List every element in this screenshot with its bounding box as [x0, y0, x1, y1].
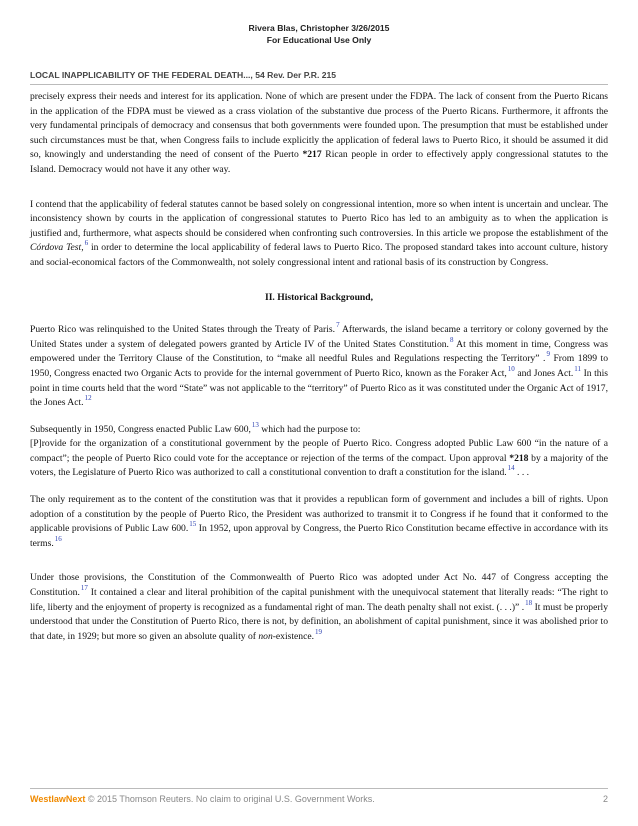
footnote-link[interactable]: 18 — [525, 598, 533, 607]
page-marker: *218 — [509, 452, 529, 464]
footnote-link[interactable]: 13 — [251, 420, 259, 429]
paragraph: Subsequently in 1950, Congress enacted Public Law 600,13 which had the purpose to: [P]rovide for the organization of a constitutional government by the people of Puerto Rico. Congress adopted Public Law 600 “in the nature of a compact”; the people of Puerto Rico could vote for the acceptance or rejection of the terms of the compact. Upon approval *218 by a majority of the voters, the Legislature of Puerto Rico was authorized to call a constitutional convention to draft a constitution for the island.$^{14}$ . . . — [30, 420, 608, 479]
footnote-link[interactable]: 14 — [507, 464, 515, 473]
header-divider — [30, 84, 608, 85]
paragraph: I contend that the applicability of federal statutes cannot be based solely on congressional intention, more so when intent is uncertain and unclear. The inconsistency shown by courts in the application of congressional statutes to Puerto Rico has led to an ambiguity as to when the application is justified and, furthermore, what aspects should be considered when confronting such controversies. In this article we propose the establishment of the Córdova Test,$^6$ in order to determine the local applicability of federal laws to Puerto Rico. The proposed standard takes into account culture, history and social-economical factors of the Commonwealth, not solely congressional intent and rational basis of its construction by Congress. — [30, 198, 608, 268]
footnote-link[interactable]: 9 — [546, 350, 550, 359]
page-number: 2 — [602, 794, 608, 804]
section-heading: II. Historical Background, — [264, 291, 374, 303]
paragraph: precisely express their needs and interest for its application. None of which are present under the FDPA. The lack of consent from the Puerto Ricans in the application of the FDPA must be viewed as a crass violation of the substantive due process of the Puerto Ricans. Furthermore, it affronts the very fundamental principals of democracy and consensus that both governments were founded upon. The presumption that must be established under such circumstances must be that, when Congress fails to include explicitly the application of federal laws to Puerto Rico, it should be assumed it did so, knowingly and understanding the need of consent of the Puerto *217 Rican people in order to effectively apply congressional statutes to the Island. Democracy would not have it any other way. — [30, 91, 608, 175]
page-footer — [30, 794, 608, 804]
header-user-date: Rivera Blas, Christopher 3/26/2015 — [248, 23, 390, 33]
page-marker: *217 — [302, 149, 322, 161]
running-header — [0, 22, 638, 46]
copyright-notice: © 2015 Thomson Reuters. No claim to original U.S. Government Works. — [85, 794, 375, 804]
footnote-link[interactable]: 10 — [507, 364, 515, 373]
footnote-link[interactable]: 11 — [574, 364, 582, 373]
paragraph: Under those provisions, the Constitution of the Commonwealth of Puerto Rico was adopted under Act No. 447 of Congress accepting the Constitution.$^{17}$ It contained a clear and literal prohibition of the capital punishment with the unequivocal statement that literally reads: “The right to life, liberty and the enjoyment of property is recognized as a fundamental right of man. The death penalty shall not exist. (. . .)” .$^{18}$ It must be properly understood that under the Constitution of Puerto Rico, there is not, by definition, an abolishment of capital punishment, since it was abolished prior to that date, in 1929; but more so given an absolute quality of non-existence.$^{19}$ — [30, 572, 609, 642]
footnote-link[interactable]: 12 — [84, 394, 92, 403]
document-title: LOCAL INAPPLICABILITY OF THE FEDERAL DEATH..., 54 Rev. Der P.R. 215 — [30, 70, 337, 80]
footnote-link[interactable]: 16 — [54, 534, 62, 543]
footnote-link[interactable]: 17 — [80, 584, 88, 593]
footnote-link[interactable]: 8 — [449, 335, 454, 344]
footnote-link[interactable]: 6 — [84, 239, 89, 248]
footer-divider — [30, 788, 608, 789]
footnote-link[interactable]: 19 — [315, 627, 323, 636]
footnote-link[interactable]: 15 — [189, 520, 197, 529]
westlaw-logo: WestlawNext — [30, 794, 86, 804]
paragraph: Puerto Rico was relinquished to the United States through the Treaty of Paris.$^7$ Afterwards, the island became a territory or colony governed by the United States under a system of delegated powers granted by Article IV of the United States Constitution.$^8$ At this moment in time, Congress was empowered under the Territory Clause of the Constitution, to “make all needful Rules and Regulations respecting the Territory” .$^9$ From 1899 to 1950, Congress enacted two Organic Acts to provide for the internal government of Puerto Rico, known as the Foraker Act,$^{10}$ and Jones Act.$^{11}$ In this point in time courts held that the word “State” was not applicable to the “territory” of Puerto Rico as it was constituted under the Organic Act of 1917, the Jones Act.$^{12}$ — [30, 321, 609, 409]
cordova-test-term: Córdova Test — [30, 242, 82, 254]
document-body — [30, 90, 608, 656]
paragraph: The only requirement as to the content of the constitution was that it provides a republican form of government and includes a bill of rights. Upon adoption of a constitution by the people of Puerto Rico, the President was authorized to transmit it to Congress if he found that it conformed to the applicable provisions of Public Law 600.15 In 1952, upon approval by Congress, the Puerto Rico Constitution became effective in accordance with its terms.$^{16}$ — [30, 494, 608, 549]
footnote-link[interactable]: 7 — [336, 321, 340, 330]
header-use-notice: For Educational Use Only — [266, 35, 372, 45]
